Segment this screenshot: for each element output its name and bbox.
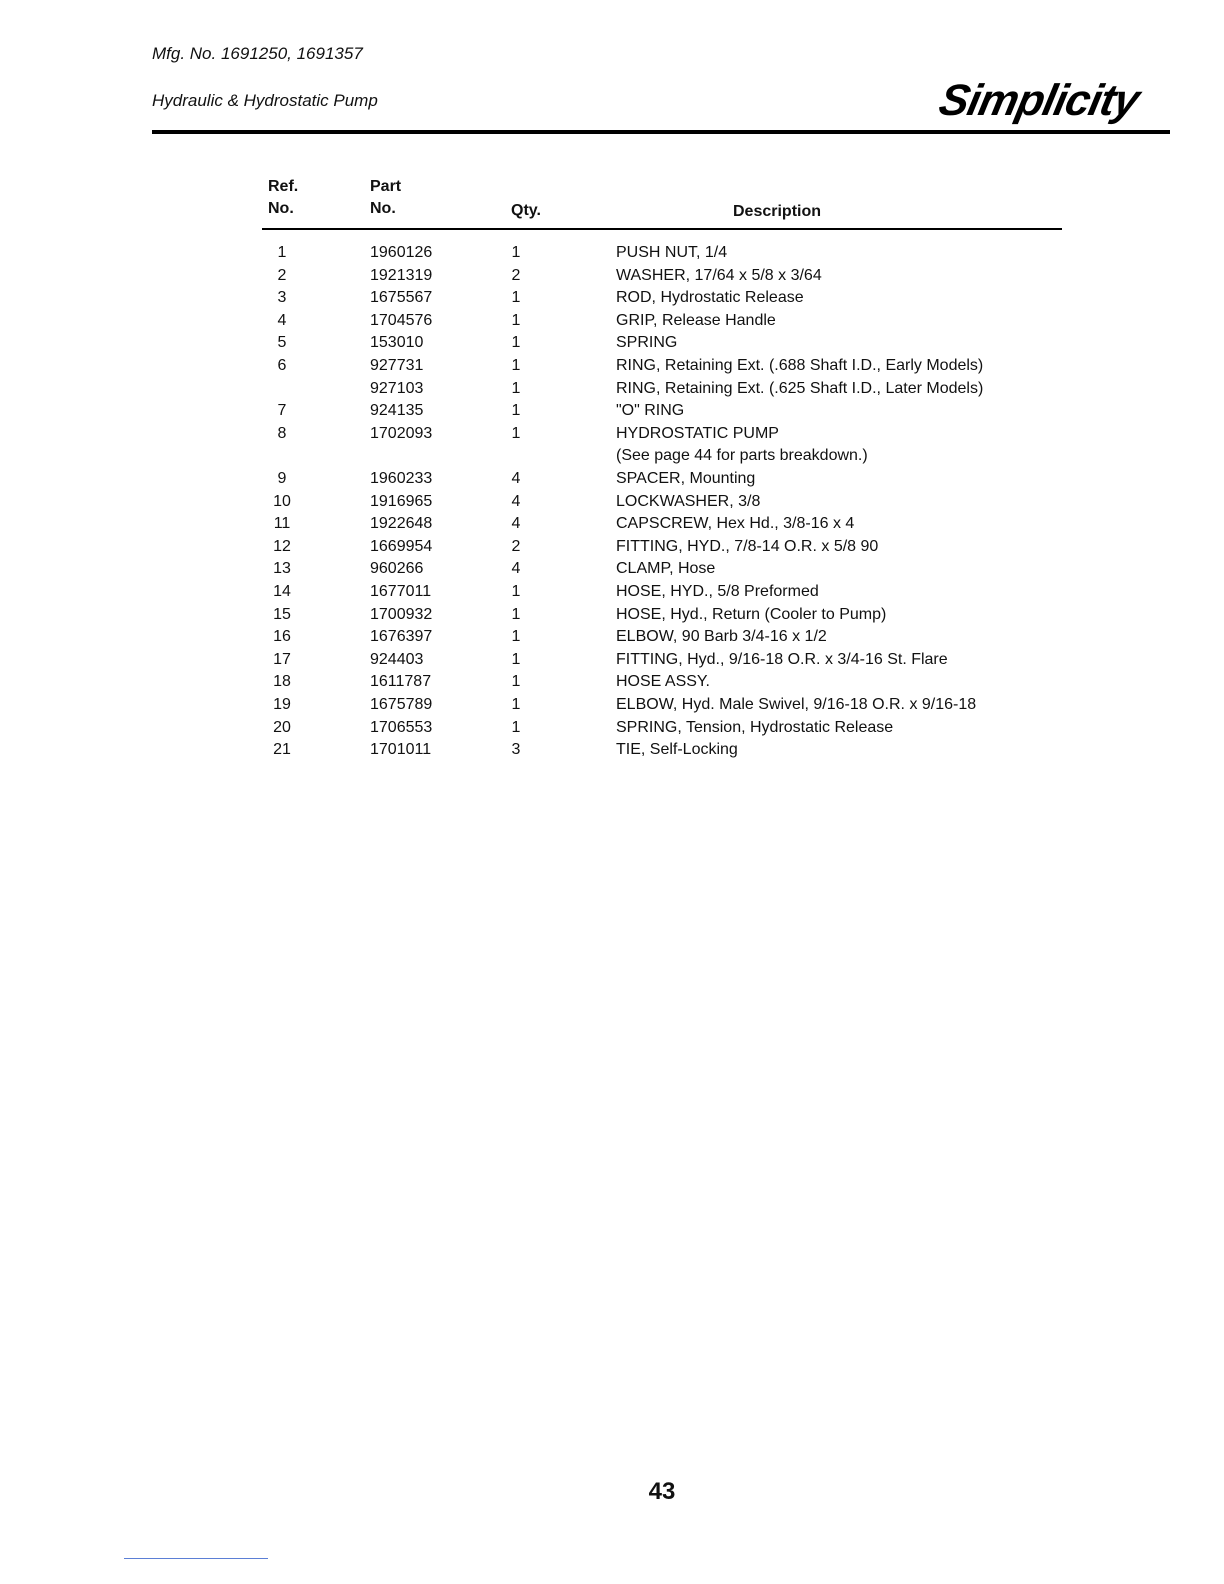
table-row — [0, 536, 1224, 558]
part-number-cell: 1704576 — [370, 311, 433, 329]
part-number-cell: 1669954 — [370, 537, 433, 555]
table-row — [0, 378, 1224, 400]
description-cell: SPRING, Tension, Hydrostatic Release — [616, 718, 894, 736]
part-number-cell: 1960126 — [370, 244, 433, 261]
qty-cell: 1 — [511, 244, 521, 261]
section-title: Hydraulic & Hydrostatic Pump — [152, 91, 378, 110]
ref-cell: 9 — [277, 470, 287, 487]
part-number-cell: 1921319 — [370, 266, 433, 284]
part-number-cell: 927103 — [370, 379, 424, 397]
part-number-cell: 153010 — [370, 334, 424, 352]
description-cell: LOCKWASHER, 3/8 — [616, 492, 761, 510]
qty-cell: 1 — [511, 583, 521, 600]
qty-cell: 1 — [511, 357, 521, 374]
col-header-ref-line2: No. — [268, 200, 294, 217]
description-cell: TIE, Self-Locking — [616, 741, 738, 759]
table-row — [0, 355, 1224, 377]
table-row — [0, 558, 1224, 580]
ref-cell: 10 — [273, 492, 291, 510]
part-number-cell: 1611787 — [370, 673, 432, 691]
part-number-cell: 1701011 — [370, 741, 432, 759]
part-number-cell: 927731 — [370, 357, 424, 374]
qty-cell: 1 — [511, 311, 521, 329]
brand-logo: Simplicity — [934, 76, 1144, 125]
ref-cell: 2 — [277, 266, 287, 284]
col-header-ref — [268, 176, 298, 220]
ref-cell: 15 — [273, 605, 291, 623]
ref-cell: 4 — [277, 311, 287, 329]
ref-cell: 21 — [273, 741, 291, 759]
part-number-cell: 1702093 — [370, 424, 433, 442]
table-row — [0, 739, 1224, 761]
qty-cell: 1 — [511, 673, 521, 691]
description-cell: SPACER, Mounting — [616, 470, 756, 487]
part-number-cell: 1706553 — [370, 718, 433, 736]
ref-cell: 17 — [273, 650, 291, 668]
page-number: 43 — [648, 1478, 676, 1505]
description-cell: GRIP, Release Handle — [616, 311, 776, 329]
table-row — [0, 717, 1224, 739]
table-row — [0, 468, 1224, 490]
qty-cell: 1 — [511, 402, 521, 420]
description-cell: ELBOW, Hyd. Male Swivel, 9/16-18 O.R. x 9/16-18 — [616, 696, 977, 713]
ref-cell: 6 — [277, 357, 287, 374]
qty-cell: 1 — [511, 605, 521, 623]
table-row — [0, 694, 1224, 716]
ref-cell: 7 — [277, 402, 287, 420]
qty-cell: 1 — [511, 650, 521, 668]
table-row — [0, 513, 1224, 535]
table-row — [0, 445, 1224, 467]
qty-cell: 1 — [511, 289, 521, 307]
ref-cell: 11 — [273, 515, 291, 533]
ref-cell: 19 — [273, 696, 291, 713]
description-cell: HOSE ASSY. — [616, 673, 710, 691]
col-header-part-line2: No. — [370, 200, 396, 217]
ref-cell: 20 — [273, 718, 291, 736]
qty-cell: 4 — [511, 560, 521, 578]
bottom-divider — [124, 1558, 268, 1559]
part-number-cell: 960266 — [370, 560, 424, 578]
table-row — [0, 265, 1224, 287]
table-row — [0, 332, 1224, 354]
table-row — [0, 491, 1224, 513]
table-row — [0, 604, 1224, 626]
part-number-cell: 1960233 — [370, 470, 433, 487]
ref-cell: 13 — [273, 560, 291, 578]
qty-cell: 3 — [511, 741, 521, 759]
mfg-number: Mfg. No. 1691250, 1691357 — [152, 44, 363, 63]
description-cell: RING, Retaining Ext. (.688 Shaft I.D., Early Models) — [616, 357, 984, 374]
ref-cell: 16 — [273, 628, 291, 646]
part-number-cell: 1676397 — [370, 628, 433, 646]
col-header-part-line1: Part — [370, 178, 402, 195]
part-number-cell: 924135 — [370, 402, 424, 420]
qty-cell: 1 — [511, 718, 521, 736]
qty-cell: 2 — [511, 537, 521, 555]
description-cell: CAPSCREW, Hex Hd., 3/8-16 x 4 — [616, 515, 855, 533]
col-header-description: Description — [733, 203, 822, 220]
ref-cell: 14 — [273, 583, 291, 600]
description-cell: FITTING, Hyd., 9/16-18 O.R. x 3/4-16 St. Flare — [616, 650, 948, 668]
table-row — [0, 671, 1224, 693]
qty-cell: 2 — [511, 266, 521, 284]
part-number-cell: 1922648 — [370, 515, 433, 533]
description-cell: RING, Retaining Ext. (.625 Shaft I.D., Later Models) — [616, 379, 984, 397]
qty-cell: 1 — [511, 424, 521, 442]
qty-cell: 4 — [511, 492, 521, 510]
ref-cell: 3 — [277, 289, 287, 307]
ref-cell: 5 — [277, 334, 287, 352]
table-row — [0, 649, 1224, 671]
part-number-cell: 1700932 — [370, 605, 433, 623]
description-cell: HOSE, HYD., 5/8 Preformed — [616, 583, 819, 600]
description-cell: CLAMP, Hose — [616, 560, 716, 578]
table-row — [0, 242, 1224, 264]
description-cell: ROD, Hydrostatic Release — [616, 289, 804, 307]
part-number-cell: 924403 — [370, 650, 424, 668]
ref-cell: 12 — [273, 537, 291, 555]
qty-cell: 1 — [511, 628, 521, 646]
table-row — [0, 581, 1224, 603]
ref-cell: 18 — [273, 673, 291, 691]
qty-cell: 1 — [511, 334, 521, 352]
part-number-cell: 1677011 — [370, 583, 432, 600]
qty-cell: 4 — [511, 515, 521, 533]
description-cell: (See page 44 for parts breakdown.) — [616, 447, 868, 465]
part-number-cell: 1916965 — [370, 492, 433, 510]
table-row — [0, 423, 1224, 445]
header-underline — [262, 228, 1062, 230]
ref-cell: 1 — [277, 244, 287, 261]
description-cell: "O" RING — [616, 402, 685, 420]
table-row — [0, 400, 1224, 422]
col-header-qty: Qty. — [511, 202, 541, 219]
description-cell: SPRING — [616, 334, 678, 352]
part-number-cell: 1675567 — [370, 289, 433, 307]
table-row — [0, 310, 1224, 332]
description-cell: HYDROSTATIC PUMP — [616, 424, 779, 442]
description-cell: FITTING, HYD., 7/8-14 O.R. x 5/8 90 — [616, 537, 879, 555]
description-cell: ELBOW, 90 Barb 3/4-16 x 1/2 — [616, 628, 827, 646]
table-row — [0, 626, 1224, 648]
part-number-cell: 1675789 — [370, 696, 433, 713]
qty-cell: 1 — [511, 379, 521, 397]
qty-cell: 4 — [511, 470, 521, 487]
ref-cell: 8 — [277, 424, 287, 442]
col-header-ref-line1: Ref. — [268, 178, 299, 195]
description-cell: WASHER, 17/64 x 5/8 x 3/64 — [616, 266, 822, 284]
qty-cell: 1 — [511, 696, 521, 713]
col-header-part — [370, 176, 401, 220]
description-cell: PUSH NUT, 1/4 — [616, 244, 728, 261]
description-cell: HOSE, Hyd., Return (Cooler to Pump) — [616, 605, 887, 623]
table-row — [0, 287, 1224, 309]
header-rule — [152, 130, 1170, 134]
